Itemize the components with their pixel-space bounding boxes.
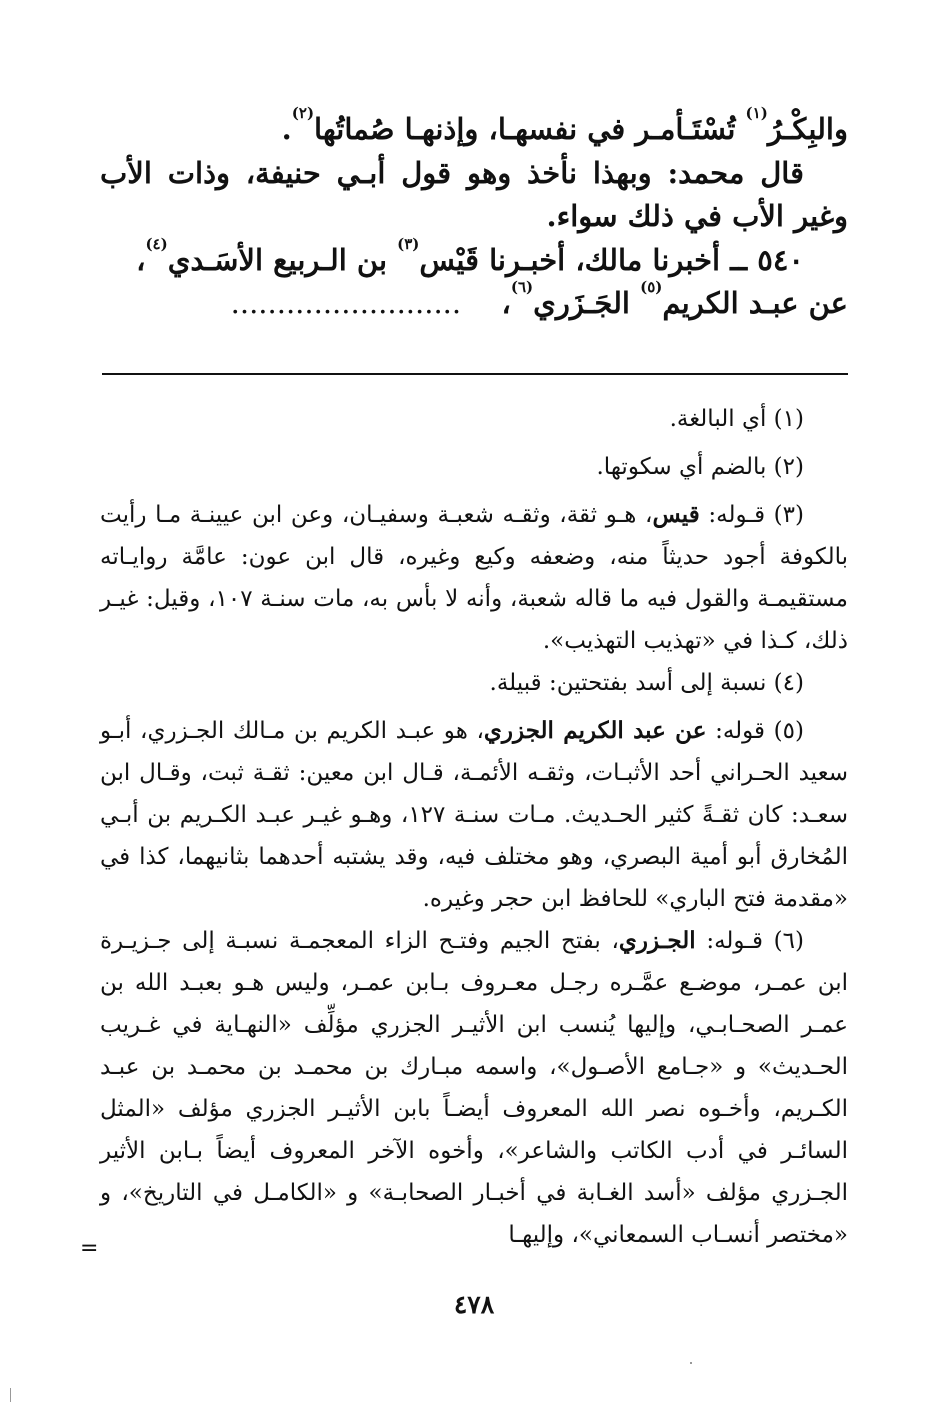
footnote-ref-4: (٤)	[145, 234, 168, 253]
footnotes	[100, 398, 848, 1256]
footnote-prefix: (٦) قـوله:	[695, 928, 804, 954]
footnote-term: الجـزري	[618, 927, 696, 954]
main-text-span: الجَـزَري	[533, 286, 641, 320]
main-text-span: ،	[136, 242, 146, 277]
scan-edge-mark	[10, 1388, 11, 1402]
main-text-span: .	[281, 112, 292, 146]
scan-speck	[690, 1362, 692, 1364]
footnote-2: (٢) بالضم أي سكوتها.	[596, 454, 804, 480]
main-text	[100, 104, 848, 326]
footnote-prefix: (٣) قـوله:	[699, 502, 804, 528]
footnote-4: (٤) نسبة إلى أسد بفتحتين: قبيلة.	[489, 670, 804, 696]
footnote-term: عن عبد الكريم الجزري	[483, 717, 707, 744]
page-number: ٤٧٨	[453, 1290, 495, 1319]
main-line-5	[100, 278, 848, 326]
footnote-ref-2: (٢)	[291, 104, 315, 122]
footnote-ref-6: (٦)	[510, 278, 534, 296]
main-text-span: بن الـربيع الأسَـدي	[167, 242, 398, 277]
continuation-dots: .........................	[230, 286, 462, 320]
continuation-mark: =	[80, 1236, 99, 1261]
main-text-span: ،	[501, 286, 511, 320]
footnote-5	[100, 710, 848, 920]
footnote-text: ، هـو ثقة، وثقـه شعبـة وسفيـان، وعن ابن عيينـة مـا رأيت بالكوفة أجود حديثاً منه، وضعفه وكيع وغيره، قال ابن عون: عامَّة روايـاته مستقيمـة والقول فيه ما قاله شعبة، وأنه لا بأس به، مات سنـة ١٠٧، وقيل: غيـر ذلك، كـذا في «تهذيب التهذيب».	[100, 502, 849, 654]
footnote-ref-3: (٣)	[397, 234, 420, 253]
footnote-prefix: (٥) قوله:	[706, 718, 804, 744]
footnote-text: ، بفتح الجيم وفتـح الزاء المعجمـة نسبـة إلى جـزيـرة ابن عمـر، موضـع عمَّـره رجـل معـروف بـابن عمـر، وليس هـو بعبـد الله بن عمـر الصحـابـي، وإليها يُنسب ابن الأثيـر الجزري مؤلِّف «النهـاية في غـريب الحـديث» و «جـامع الأصـول»، واسمه مبـارك بن محمـد بن محمـد بن عبـد الكـريم، وأخـوه نصر الله المعروف أيضـاً بابن الأثيـر الجزري مؤلف «المثل السائـر في أدب الكاتب والشاعر»، وأخوه الآخر المعروف أيضاً بـابن الأثير الجـزري مؤلف «أسد الغـابة في أخبـار الصحابـة» و «الكامـل في التاريخ»، و «مختصر أنسـاب السمعاني»، وإليهـا	[100, 928, 848, 1248]
footnote-1: (١) أي البالغة.	[669, 406, 804, 432]
footnote-term: قيس	[652, 501, 700, 528]
hadith-540-line	[100, 234, 848, 283]
footnote-3	[100, 494, 848, 662]
main-line-1	[100, 104, 848, 152]
footnote-6	[100, 920, 848, 1256]
footnote-ref-5: (٥)	[640, 278, 663, 296]
main-text-span: ٥٤٠ ــ أخبرنا مالك، أخبـرنا قَيْس	[419, 242, 804, 277]
footnote-ref-1: (١)	[745, 104, 768, 122]
footnote-separator	[102, 373, 848, 375]
main-text-span: عن عبـد الكريم	[662, 286, 848, 320]
footnote-text: ، هو عبـد الكريم بن مـالك الجـزري، أبـو سعيد الحـراني أحد الأثبـات، وثقـه الأئمـة، قـال ابن معين: ثقـة ثبت، وقـال ابن سعـد: كان ثقـةً كثير الحـديث. مـات سنـة ١٢٧، وهـو غيـر عبـد الكـريم بن أبـي المُخارق أبو أمية البصري، وهو مختلف فيه، وقد يشتبه أحدهما بثانيهما، كذا في «مقدمة فتح الباري» للحافظ ابن حجر وغيره.	[100, 718, 848, 912]
muhammad-statement: قال محمد: وبهذا نأخذ وهو قول أبـي حنيفة، وذات الأب وغير الأب في ذلك سواء.	[100, 155, 848, 233]
main-text-span: والبِكْـرُ	[767, 112, 848, 146]
main-text-span: تُسْتَـأمـر في نفسهـا، وإذنهـا صُماتُها	[314, 112, 746, 146]
